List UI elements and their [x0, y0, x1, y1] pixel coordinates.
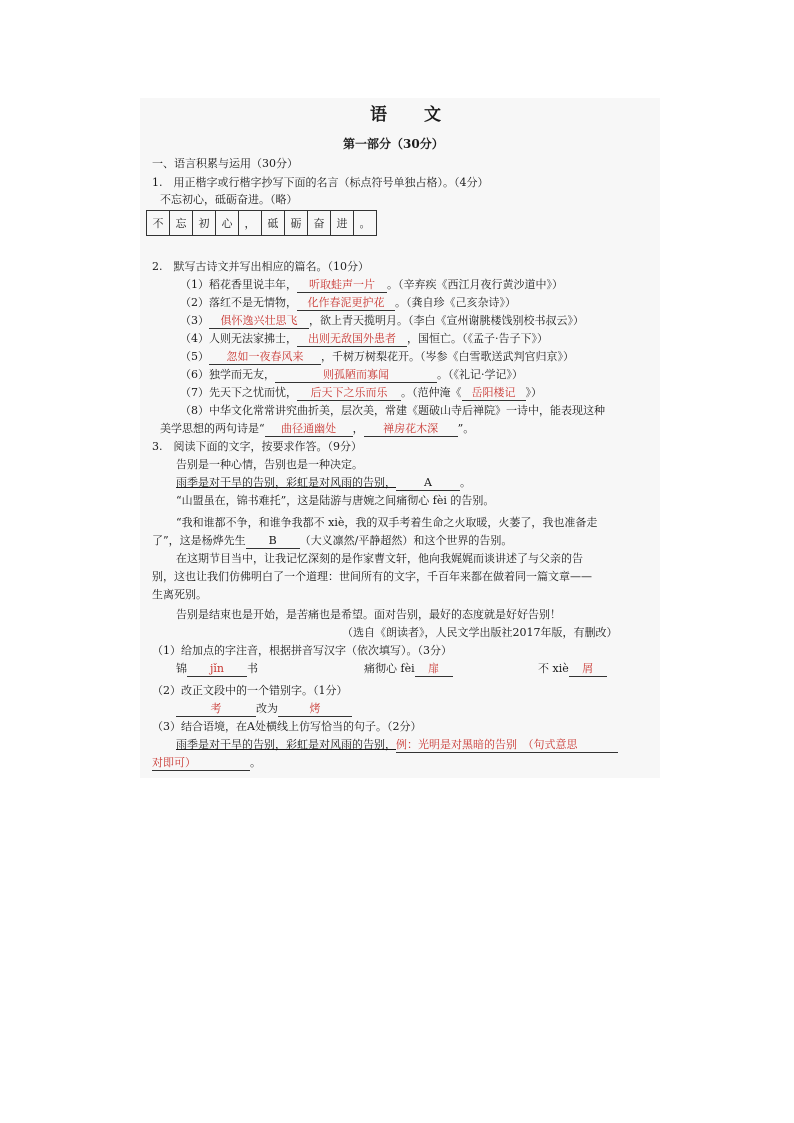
page-title: 语 文 — [370, 105, 451, 125]
q3-text: 雨季是对干旱的告别，彩虹是对风雨的告别， — [176, 476, 396, 489]
q3-sub2-answer — [176, 702, 352, 717]
answer-blank: 禅房花木深 — [364, 422, 458, 437]
q2-item-text: （5） — [180, 350, 209, 363]
q3-paragraph: 别，这也让我们仿佛明白了一个道理：世间所有的文字，千百年来都在做着同一篇文章—— — [152, 570, 592, 583]
q2-item-4 — [180, 332, 548, 347]
answer-blank: 出则无敌国外患者 — [297, 332, 407, 347]
q3-text: （大义凛然/平静超然）和这个世界的告别。 — [299, 534, 513, 547]
q2-item-text: （4）人则无法家拂士， — [180, 332, 297, 345]
answer-blank: 后天下之乐而乐 — [297, 386, 401, 401]
answer-blank: 考 — [176, 702, 256, 717]
grid-cell: 初 — [193, 211, 216, 236]
q3-text: 锦 — [176, 662, 187, 675]
q2-item-5 — [180, 350, 574, 365]
q3-paragraph: 告别是结束也是开始，是苦痛也是希望。面对告别，最好的态度就是好好告别！ — [176, 608, 561, 621]
grid-cell: 忘 — [170, 211, 193, 236]
q2-item-text: ， — [352, 422, 364, 435]
q2-item-8: （8）中华文化常常讲究曲折美，层次美，常建《题破山寺后禅院》一诗中，能表现这种 — [180, 404, 605, 417]
q3-paragraph: “我和谁都不争，和谁争我都不 xiè，我的双手考着生命之火取暖，火萎了，我也准备走 — [176, 516, 598, 529]
q2-item-text: （2）落红不是无情物， — [180, 296, 297, 309]
q3-text: 雨季是对干旱的告别，彩虹是对风雨的告别， — [176, 738, 396, 751]
q3-text: 了”，这是杨烨先生 — [152, 534, 246, 547]
answer-blank: 曲径通幽处 — [265, 422, 353, 437]
q2-item-text: ，欲上青天揽明月。（李白《宣州谢朓楼饯别校书叔云》） — [309, 314, 584, 327]
answer-blank: 扉 — [415, 662, 453, 677]
q2-item-text: （6）独学而无友， — [180, 368, 275, 381]
answer-blank: 忽如一夜春风来 — [209, 350, 321, 365]
answer-blank: 烤 — [278, 702, 352, 717]
grid-cell: 不 — [147, 211, 170, 236]
q3-sub2-prompt: （2）改正文段中的一个错别字。（1分） — [152, 684, 348, 697]
q2-item-text: （7）先天下之忧而忧， — [180, 386, 297, 399]
q2-item-text: 》） — [525, 386, 542, 399]
q3-paragraph: “山盟虽在，锦书难托”，这是陆游与唐婉之间痛彻心 fèi 的告别。 — [176, 494, 495, 507]
part-heading: 第一部分（30分） — [343, 137, 444, 151]
blank-a: A — [396, 476, 460, 491]
q3-sub3-prompt: （3）结合语境，在A处横线上仿写恰当的句子。（2分） — [152, 720, 422, 733]
blank-b: B — [246, 534, 300, 549]
q3-text: 。 — [250, 756, 261, 769]
q3-text: 不 xiè — [538, 662, 569, 675]
grid-cell: 砺 — [285, 211, 308, 236]
q2-item-text: （3） — [180, 314, 209, 327]
grid-cell: ， — [239, 211, 262, 236]
q3-text: 痛彻心 fèi — [364, 662, 415, 675]
grid-cell: 奋 — [308, 211, 331, 236]
q3-prompt: 3. 阅读下面的文字，按要求作答。（9分） — [152, 440, 362, 453]
q2-item-text: （1）稻花香里说丰年， — [180, 278, 297, 291]
q3-text: 。 — [460, 476, 471, 489]
answer-blank: 岳阳楼记 — [462, 386, 526, 401]
q2-item-3 — [180, 314, 584, 329]
q3-sub1-answers — [364, 662, 453, 677]
q1-prompt: 1. 用正楷字或行楷字抄写下面的名言（标点符号单独占格）。（4分） — [152, 176, 489, 189]
q2-item-text: 。（《礼记·学记》） — [437, 368, 523, 381]
q3-paragraph: 在这期节目当中，让我记忆深刻的是作家曹文轩，他向我娓娓而谈讲述了与父亲的告 — [176, 552, 583, 565]
q2-item-7 — [180, 386, 542, 401]
q3-paragraph — [176, 476, 471, 491]
q3-source: （选自《朗读者》，人民文学出版社2017年版，有删改） — [342, 626, 618, 639]
grid-cell: 心 — [216, 211, 239, 236]
q2-item-text: 美学思想的两句诗是“ — [160, 422, 265, 435]
q2-item-text: ，国恒亡。（《孟子·告子下》） — [407, 332, 548, 345]
q2-item-text: ，千树万树梨花开。（岑参《白雪歌送武判官归京》） — [321, 350, 574, 363]
q2-item-text: 。（龚自珍《己亥杂诗》） — [395, 296, 516, 309]
q2-item-8-cont — [160, 422, 474, 437]
q3-text: 改为 — [256, 702, 278, 715]
answer-blank: 化作春泥更护花 — [297, 296, 395, 311]
q2-item-1 — [180, 278, 563, 293]
q2-item-text: 。（范仲淹《 — [401, 386, 462, 399]
answer-blank: jǐn — [187, 662, 247, 677]
q2-item-2 — [180, 296, 516, 311]
q3-sub3-answer-cont — [152, 756, 261, 771]
q3-sub1-answers — [538, 662, 607, 677]
q3-sub3-answer — [176, 738, 618, 753]
answer-blank: 对即可） — [152, 756, 250, 771]
q2-item-text: 。（辛弃疾《西江月夜行黄沙道中》） — [387, 278, 563, 291]
q2-item-6 — [180, 368, 523, 383]
q2-item-text: ”。 — [457, 422, 475, 435]
writing-grid — [146, 210, 377, 236]
answer-blank: 例：光明是对黑暗的告别 （句式意思 — [396, 738, 618, 753]
q3-sub1-answers — [176, 662, 258, 677]
q2-prompt: 2. 默写古诗文并写出相应的篇名。（10分） — [152, 260, 369, 273]
answer-blank: 听取蛙声一片 — [297, 278, 387, 293]
answer-blank: 则孤陋而寡闻 — [275, 368, 437, 383]
answer-blank: 屑 — [569, 662, 607, 677]
q3-sub1-prompt: （1）给加点的字注音，根据拼音写汉字（依次填写）。（3分） — [152, 644, 452, 657]
section-heading: 一、语言积累与运用（30分） — [152, 157, 298, 170]
q3-paragraph: 告别是一种心情，告别也是一种决定。 — [176, 458, 363, 471]
q3-text: 书 — [247, 662, 258, 675]
q3-paragraph — [152, 534, 512, 549]
grid-cell: 进 — [331, 211, 354, 236]
q3-paragraph: 生离死别。 — [152, 588, 207, 601]
answer-blank: 俱怀逸兴壮思飞 — [209, 314, 309, 329]
q1-quote: 不忘初心，砥砺奋进。（略） — [160, 193, 298, 206]
grid-cell: 。 — [354, 211, 377, 236]
grid-cell: 砥 — [262, 211, 285, 236]
